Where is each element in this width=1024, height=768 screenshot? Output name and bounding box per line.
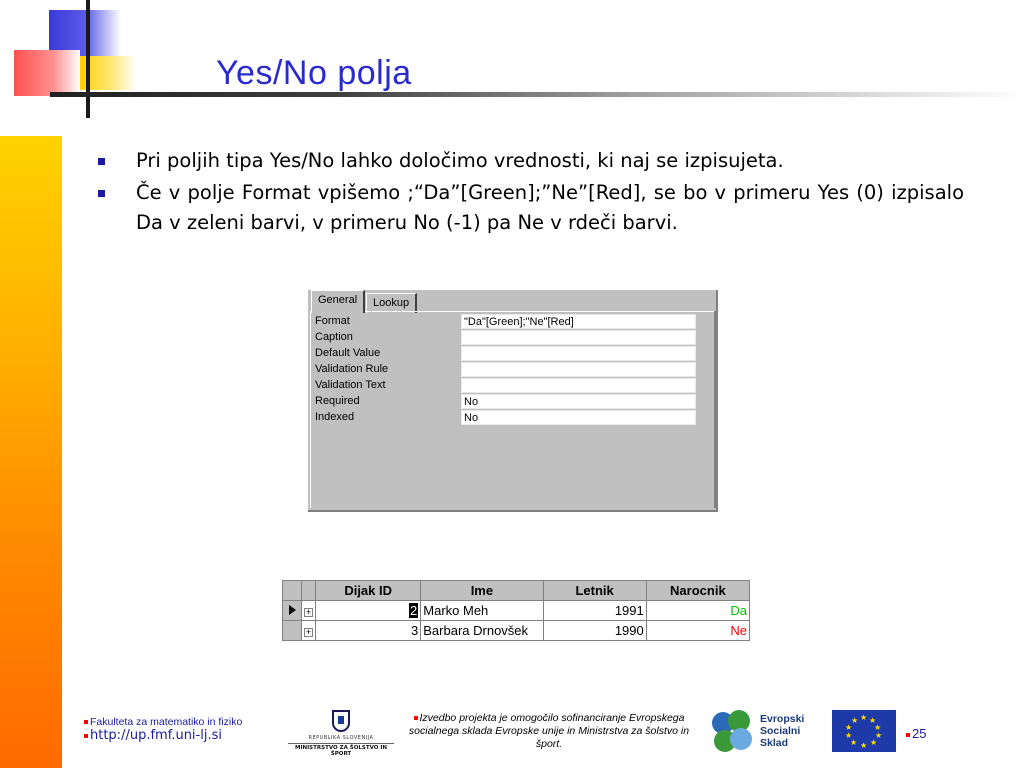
expand-cell[interactable] <box>302 601 316 621</box>
property-label: Default Value <box>315 347 381 359</box>
gov-line-2: MINISTRSTVO ZA ŠOLSTVO IN ŠPORT <box>288 743 394 757</box>
esf-line: Evropski <box>760 713 805 725</box>
gov-line-1: REPUBLIKA SLOVENIJA <box>308 735 374 741</box>
cell-dijak-id[interactable]: 3 <box>316 621 421 641</box>
bullet-item <box>98 178 964 238</box>
tab-lookup[interactable]: Lookup <box>366 293 417 313</box>
cell-ime[interactable]: Marko Meh <box>421 601 543 621</box>
default-value-field[interactable] <box>461 346 696 361</box>
faculty-url-link[interactable]: http://up.fmf.uni-lj.si <box>90 728 222 743</box>
record-selector-header[interactable] <box>283 581 302 601</box>
general-properties-panel <box>310 311 714 508</box>
esf-text <box>760 713 804 749</box>
bullet-item <box>98 146 964 176</box>
url-line <box>84 728 242 743</box>
cell-narocnik[interactable]: Ne <box>646 621 749 641</box>
property-row-default-value <box>315 346 715 362</box>
validation-text-field[interactable] <box>461 378 696 393</box>
bullet-marker-icon <box>98 190 105 197</box>
vertical-decor-line <box>86 0 90 118</box>
format-field[interactable]: "Da"[Green];"Ne"[Red] <box>461 314 696 329</box>
property-label: Validation Text <box>315 379 386 391</box>
slovenia-crest-icon <box>332 710 350 732</box>
indexed-field[interactable]: No <box>461 410 696 425</box>
esf-line: Sklad <box>760 737 789 749</box>
slide-title: Yes/No polja <box>216 54 412 92</box>
cell-narocnik[interactable]: Da <box>646 601 749 621</box>
record-selector[interactable] <box>283 601 302 621</box>
property-row-caption <box>315 330 715 346</box>
bullet-text: Pri poljih tipa Yes/No lahko določimo vrednosti, ki naj se izpisujeta. <box>136 149 784 172</box>
table-row[interactable] <box>283 621 750 641</box>
property-label: Caption <box>315 331 353 343</box>
project-funding-note <box>406 712 692 751</box>
red-bullet-icon <box>414 716 418 720</box>
caption-field[interactable] <box>461 330 696 345</box>
eu-flag-icon: ★ ★ ★ ★ ★ ★ ★ ★ ★ ★ <box>832 710 896 752</box>
property-row-validation-text <box>315 378 715 394</box>
bullet-list <box>98 146 964 240</box>
table-row[interactable] <box>283 601 750 621</box>
title-underline <box>50 92 1024 97</box>
faculty-name: Fakulteta za matematiko in fiziko <box>90 716 243 728</box>
column-header[interactable]: Ime <box>421 581 543 601</box>
esf-logo <box>710 710 810 754</box>
cell-ime[interactable]: Barbara Drnovšek <box>421 621 543 641</box>
panel-divider <box>714 311 716 508</box>
column-header[interactable]: Letnik <box>543 581 646 601</box>
cell-dijak-id[interactable] <box>316 601 421 621</box>
cell-letnik[interactable]: 1990 <box>543 621 646 641</box>
esf-blob-icon <box>730 728 752 750</box>
expand-cell[interactable] <box>302 621 316 641</box>
faculty-line <box>84 716 242 728</box>
property-row-required <box>315 394 715 410</box>
record-selector[interactable] <box>283 621 302 641</box>
column-header[interactable]: Dijak ID <box>316 581 421 601</box>
property-label: Format <box>315 315 350 327</box>
left-decorative-bar <box>0 136 62 768</box>
property-label: Validation Rule <box>315 363 389 375</box>
field-properties-panel <box>308 290 718 512</box>
page-number <box>906 726 926 741</box>
bullet-text: Če v polje Format vpišemo ;“Da”[Green];”Ne”[Red], se bo v primeru Yes (0) izpisalo Da v zeleni barvi, v primeru No (-1) pa Ne v rdeči barvi. <box>136 181 964 234</box>
property-label: Indexed <box>315 411 355 423</box>
property-label: Required <box>315 395 360 407</box>
red-decor-square <box>14 50 80 96</box>
property-row-format <box>315 314 715 330</box>
required-field[interactable]: No <box>461 394 696 409</box>
red-bullet-icon <box>84 720 88 724</box>
cell-letnik[interactable]: 1991 <box>543 601 646 621</box>
cell-value: 2 <box>410 603 418 618</box>
ministry-logo <box>288 708 394 758</box>
red-bullet-icon <box>906 733 910 737</box>
expand-column-header <box>302 581 316 601</box>
expand-plus-icon[interactable]: + <box>305 607 312 617</box>
property-row-validation-rule <box>315 362 715 378</box>
tab-general[interactable]: General <box>311 290 365 313</box>
datasheet-table <box>282 580 750 641</box>
property-row-indexed <box>315 410 715 426</box>
page-number-text: 25 <box>912 726 927 741</box>
expand-plus-icon[interactable]: + <box>305 627 312 637</box>
column-header[interactable]: Narocnik <box>646 581 749 601</box>
funding-text: Izvedbo projekta je omogočilo sofinanciranje Evropskega socialnega sklada Evropske unije in Ministrstva za šolstvo in šport. <box>408 712 690 750</box>
current-record-arrow-icon <box>289 605 296 615</box>
red-bullet-icon <box>84 734 88 738</box>
esf-line: Socialni <box>760 725 801 737</box>
table-header-row <box>283 581 750 601</box>
bullet-marker-icon <box>98 158 105 165</box>
footer-faculty <box>84 716 242 743</box>
validation-rule-field[interactable] <box>461 362 696 377</box>
